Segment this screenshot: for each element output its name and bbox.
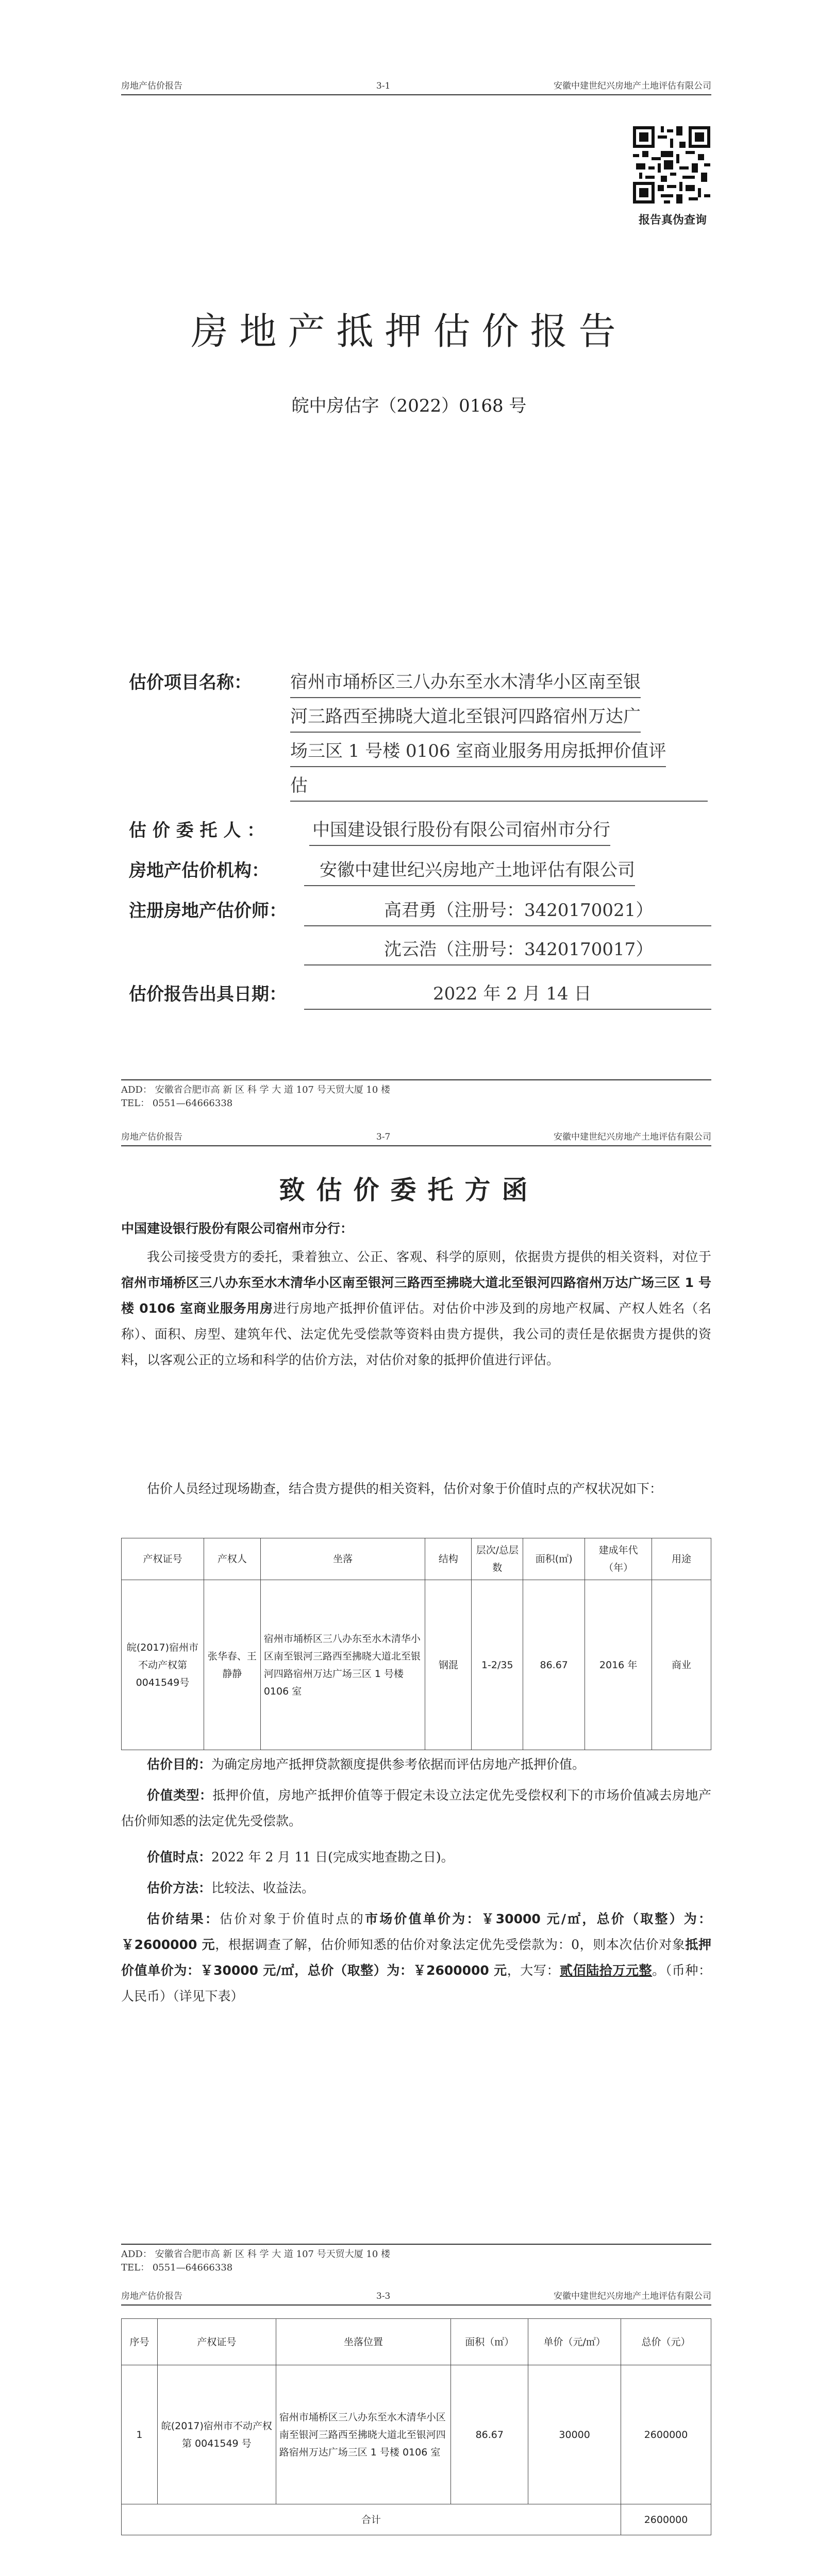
letter-paragraph-2: 估价人员经过现场勘查，结合贵方提供的相关资料，估价对象于价值时点的产权状况如下： xyxy=(147,1481,663,1496)
valuation-purpose xyxy=(121,1752,711,1777)
result-label: 估价结果： xyxy=(147,1911,220,1926)
result-text-5: ，大写： xyxy=(507,1963,560,1978)
table-cell: 皖(2017)宿州市不动产权第0041549号 xyxy=(122,1580,204,1750)
page-header xyxy=(121,1126,711,1146)
agency-value: 安徽中建世纪兴房地产土地评估有限公司 xyxy=(304,855,635,886)
agency-row xyxy=(129,855,269,886)
appraiser-row xyxy=(129,895,287,926)
letter-title: 致估价委托方函 xyxy=(279,1175,539,1205)
table-cell: 2016 年 xyxy=(585,1580,652,1750)
result-text-3: ，根据调查了解，估价师知悉的估价对象法定优先受偿款为：0，则本次估价对象 xyxy=(215,1937,686,1952)
page-number: 3-7 xyxy=(376,1132,391,1142)
p1-property: 宿州市埇桥区三八办东至水木清华小区南至银河三路西至拂晓大道北至银河四路宿州万达广场三区 1 号楼 0106 室商业服务用房 xyxy=(121,1275,711,1316)
table-cell: 钢混 xyxy=(425,1580,472,1750)
project-name-line-1: 宿州市埇桥区三八办东至水木清华小区南至银 xyxy=(290,667,641,698)
header-left: 房地产估价报告 xyxy=(121,81,182,91)
header-right: 安徽中建世纪兴房地产土地评估有限公司 xyxy=(554,81,711,91)
qr-label: 报告真伪查询 xyxy=(638,214,707,227)
purpose-label: 估价目的： xyxy=(147,1757,212,1772)
header-right: 安徽中建世纪兴房地产土地评估有限公司 xyxy=(554,1132,711,1142)
p1-post: 进行房地产抵押价值评估。对估价中涉及到的房地产权属、产权人姓名（名称）、面积、房型、建筑年代、法定优先受偿款等资料由贵方提供，我公司的责任是依据贵方提供的资料，以客观公正的立场和科学的估价方法，对估价对象的抵押价值进行评估。 xyxy=(121,1301,711,1367)
table-header: 单价（元/㎡） xyxy=(528,2319,621,2365)
method-label: 估价方法： xyxy=(147,1880,212,1895)
project-name-line-4: 估 xyxy=(290,771,708,802)
purpose-text: 为确定房地产抵押贷款额度提供参考依据而评估房地产抵押价值。 xyxy=(211,1757,586,1772)
table-header-row xyxy=(122,2319,711,2365)
client-label: 估 价 委 托 人 ： xyxy=(129,820,265,841)
qr-code-graphic xyxy=(633,126,710,204)
table-cell: 商业 xyxy=(652,1580,711,1750)
header-left: 房地产估价报告 xyxy=(121,1132,182,1142)
appraiser-label: 注册房地产估价师： xyxy=(129,901,287,921)
letter-addressee: 中国建设银行股份有限公司宿州市分行： xyxy=(121,1221,354,1236)
page-footer xyxy=(121,2244,711,2275)
page-number: 3-3 xyxy=(376,2291,391,2301)
header-left: 房地产估价报告 xyxy=(121,2291,182,2301)
total-label: 合计 xyxy=(122,2504,621,2535)
table-cell: 1 xyxy=(122,2365,158,2504)
table-cell: 宿州市埇桥区三八办东至水木清华小区南至银河三路西至拂晓大道北至银河四路宿州万达广场三区 1 号楼 0106 室 xyxy=(260,1580,425,1750)
table-header-row xyxy=(122,1538,711,1580)
header-right: 安徽中建世纪兴房地产土地评估有限公司 xyxy=(554,2291,711,2301)
table-header: 产权证号 xyxy=(157,2319,276,2365)
value-type xyxy=(121,1783,711,1834)
table-cell: 1-2/35 xyxy=(472,1580,523,1750)
table-header: 产权人 xyxy=(204,1538,260,1580)
table-cell: 30000 xyxy=(528,2365,621,2504)
total-value: 2600000 xyxy=(621,2504,711,2535)
table-cell: 张华春、王静静 xyxy=(204,1580,260,1750)
report-date-label: 估价报告出具日期： xyxy=(129,984,287,1005)
property-table xyxy=(121,1538,711,1750)
report-number: 皖中房估字（2022）0168 号 xyxy=(291,396,527,416)
table-header: 用途 xyxy=(652,1538,711,1580)
date-label: 价值时点： xyxy=(147,1850,212,1865)
valuation-method xyxy=(121,1875,711,1901)
table-header: 总价（元） xyxy=(621,2319,711,2365)
value-in-words: 贰佰陆拾万元整 xyxy=(560,1963,653,1978)
page-number: 3-1 xyxy=(376,81,391,91)
summary-table xyxy=(121,2318,711,2535)
table-row xyxy=(122,1580,711,1750)
cover-page xyxy=(0,0,818,1108)
table-cell: 宿州市埇桥区三八办东至水木清华小区南至银河三路西至拂晓大道北至银河四路宿州万达广场三区 1 号楼 0106 室 xyxy=(276,2365,451,2504)
date-text: 2022 年 2 月 11 日(完成实地查勘之日)。 xyxy=(211,1850,454,1865)
footer-address: ADD： 安徽省合肥市高 新 区 科 学 大 道 107 号天贸大厦 10 楼 xyxy=(121,2249,391,2260)
page-header xyxy=(121,75,711,95)
footer-tel: TEL： 0551—64666338 xyxy=(121,2262,233,2273)
table-header: 结构 xyxy=(425,1538,472,1580)
result-text-1: 估价对象于价值时点的 xyxy=(220,1911,365,1926)
type-label: 价值类型： xyxy=(147,1788,213,1803)
table-header: 层次/总层数 xyxy=(472,1538,523,1580)
agency-label: 房地产估价机构： xyxy=(129,860,269,881)
p1-pre: 我公司接受贵方的委托，秉着独立、公正、客观、科学的原则，依据贵方提供的相关资料，对位于 xyxy=(147,1249,711,1264)
letter-paragraph-1 xyxy=(121,1244,711,1373)
project-name-row xyxy=(129,667,252,698)
footer-address: ADD： 安徽省合肥市高 新 区 科 学 大 道 107 号天贸大厦 10 楼 xyxy=(121,1084,391,1095)
value-date xyxy=(121,1844,711,1870)
project-name-label: 估价项目名称： xyxy=(129,672,252,693)
report-date-row xyxy=(129,979,287,1010)
mortgage-value: 抵押价值单价为：￥30000 元/㎡，总价（取整）为：￥2600000 元 xyxy=(121,1937,711,1978)
appraiser-2: 沈云浩（注册号：3420170017） xyxy=(304,935,711,965)
report-date-value: 2022 年 2 月 14 日 xyxy=(304,979,711,1010)
page-footer xyxy=(121,1079,711,1110)
cover-title: 房地产抵押估价报告 xyxy=(191,310,627,353)
valuation-result xyxy=(121,1906,711,2009)
table-cell: 86.67 xyxy=(523,1580,585,1750)
table-header: 坐落位置 xyxy=(276,2319,451,2365)
project-name-line-3: 场三区 1 号楼 0106 室商业服务用房抵押价值评 xyxy=(290,736,666,767)
market-value: 市场价值单价为：￥30000 元/㎡，总价（取整）为：￥2600000 元 xyxy=(121,1911,711,1952)
table-header: 面积(㎡) xyxy=(523,1538,585,1580)
table-row xyxy=(122,2365,711,2504)
client-row xyxy=(129,815,264,846)
result-text-7: 。（币种：人民币）（详见下表） xyxy=(121,1963,711,2004)
method-text: 比较法、收益法。 xyxy=(211,1880,315,1895)
table-cell: 2600000 xyxy=(621,2365,711,2504)
type-text: 抵押价值，房地产抵押价值等于假定未设立法定优先受偿权利下的市场价值减去房地产估价师知悉的法定优先受偿款。 xyxy=(121,1788,711,1828)
table-cell: 皖(2017)宿州市不动产权第 0041549 号 xyxy=(157,2365,276,2504)
table-header: 建成年代（年） xyxy=(585,1538,652,1580)
table-header: 坐落 xyxy=(260,1538,425,1580)
page-header xyxy=(121,2285,711,2306)
client-value: 中国建设银行股份有限公司宿州市分行 xyxy=(309,815,610,846)
table-header: 序号 xyxy=(122,2319,158,2365)
footer-tel: TEL： 0551—64666338 xyxy=(121,1098,233,1109)
qr-code[interactable] xyxy=(633,126,710,204)
table-cell: 86.67 xyxy=(451,2365,528,2504)
table-total-row xyxy=(122,2504,711,2535)
table-header: 产权证号 xyxy=(122,1538,204,1580)
table-header: 面积（㎡） xyxy=(451,2319,528,2365)
appraiser-1: 高君勇（注册号：3420170021） xyxy=(304,895,711,926)
project-name-line-2: 河三路西至拂晓大道北至银河四路宿州万达广 xyxy=(290,702,641,733)
